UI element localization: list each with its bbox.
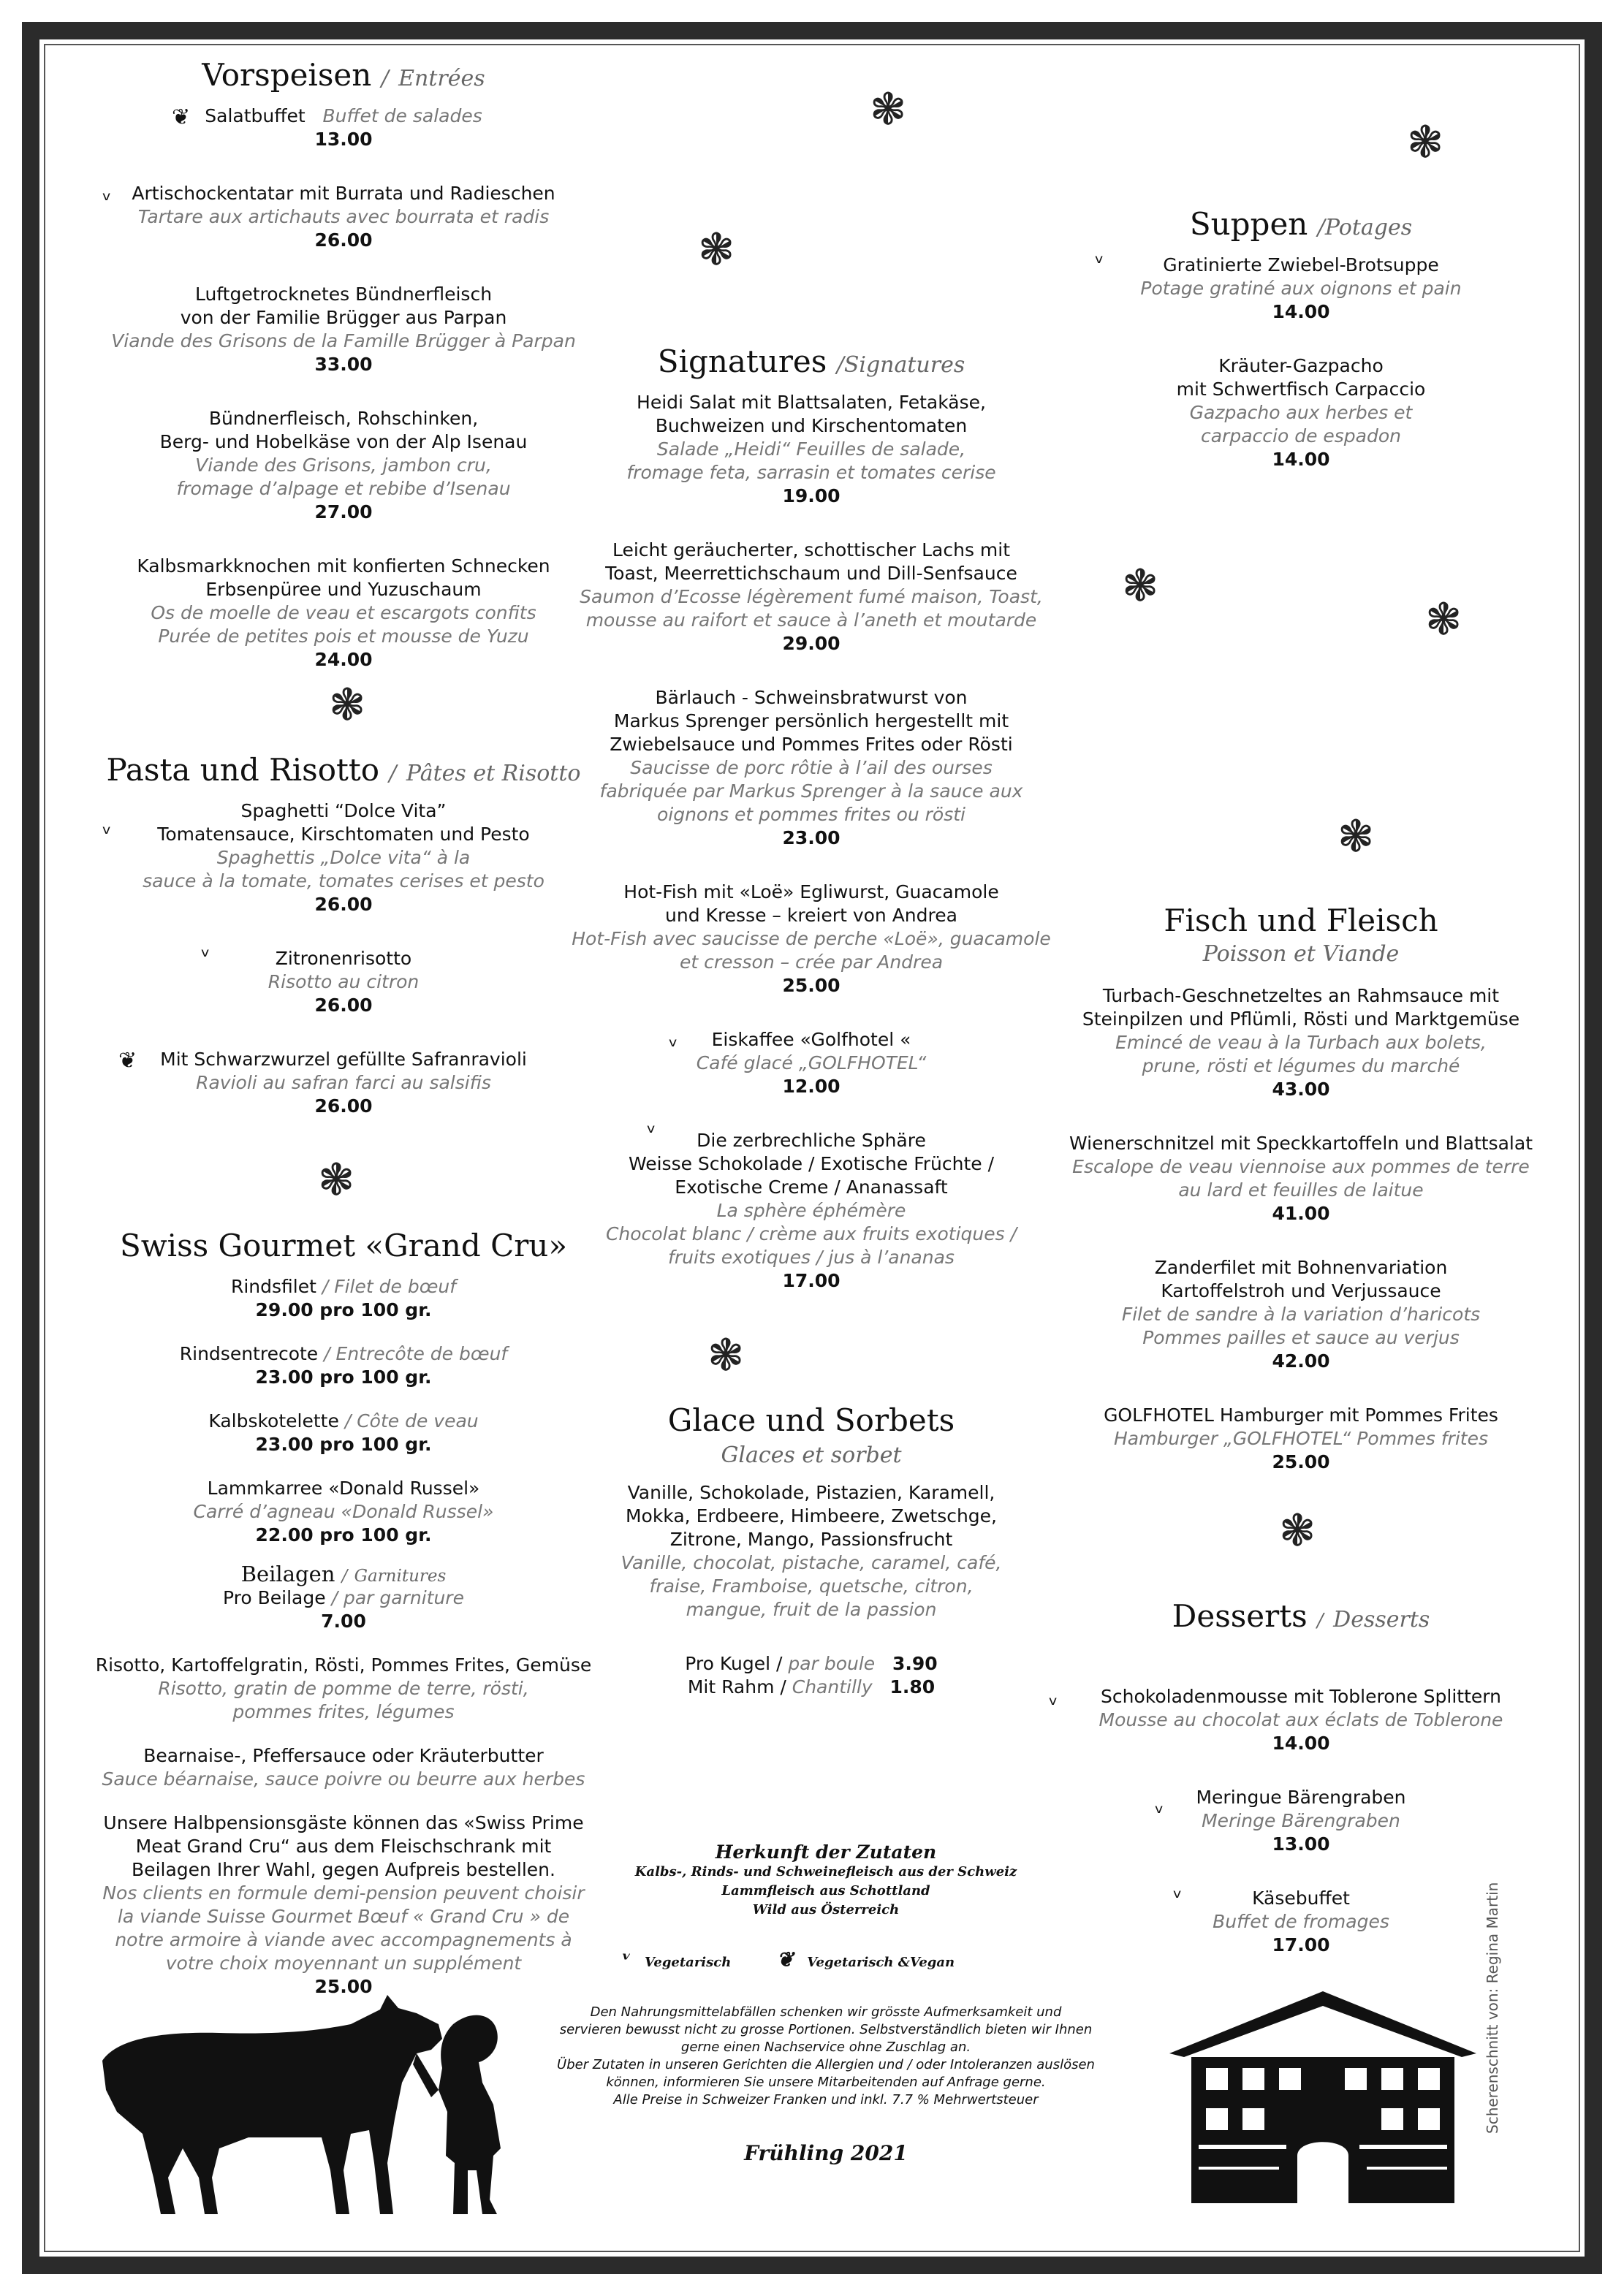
menu-item: Kalbskotelette / Côte de veau 23.00 pro 100 gr. xyxy=(208,1410,479,1455)
halbpension-note: Unsere Halbpensionsgäste können das «Swiss Prime Meat Grand Cru“ aus dem Fleischschrank mit Beilagen Ihrer Wahl, gegen Aufpreis bestellen. Nos clients en formule demi-pension peuvent choisir la viande Suisse Gourmet Bœuf « Grand Cru » de notre armoire à viande avec accompagnements à votre choix moyennant un supplément 25.00 xyxy=(102,1812,585,1997)
section-title-vorspeisen: Vorspeisen / Entrées xyxy=(202,57,485,93)
menu-item: ᵛ Spaghetti “Dolce Vita” Tomatensauce, Kirschtomaten und Pesto Spaghettis „Dolce vita“ à la sauce à la tomate, tomates cerises et pesto 26.00 xyxy=(102,800,545,915)
menu-item: Heidi Salat mit Blattsalaten, Fetakäse, Buchweizen und Kirschentomaten Salade „Heidi“ Feuilles de salade, fromage feta, sarrasin et tomates cerise 19.00 xyxy=(626,392,996,506)
menu-item: ❦ Mit Schwarzwurzel gefüllte Safranravioli Ravioli au safran farci au salsifis 26.00 xyxy=(118,1048,527,1117)
menu-item: Lammkarree «Donald Russel» Carré d’agneau «Donald Russel» 22.00 pro 100 gr. xyxy=(193,1478,494,1546)
edelweiss-icon: ❃ xyxy=(318,1155,355,1206)
menu-item: ᵛ Meringue Bärengraben Meringe Bärengraben 13.00 xyxy=(1155,1787,1406,1855)
beilagen-list: Risotto, Kartoffelgratin, Rösti, Pommes Frites, Gemüse Risotto, gratin de pomme de terre, rösti, pommes frites, légumes xyxy=(95,1654,592,1722)
edelweiss-icon: ❃ xyxy=(1122,560,1159,612)
menu-item: ❦ Salatbuffet Buffet de salades 13.00 xyxy=(172,104,482,150)
vegetarian-sprout-icon: ᵛ xyxy=(1155,1801,1164,1826)
edelweiss-icon: ❃ xyxy=(870,84,907,135)
menu-item: ᵛ Die zerbrechliche Sphäre Weisse Schokolade / Exotische Früchte / Exotische Creme / Ananassaft La sphère éphémère Chocolat blanc / crème aux fruits exotiques / fruits exotiques / jus à l’ananas 17.00 xyxy=(605,1120,1017,1291)
vegetarian-sprout-icon: ᵛ xyxy=(621,1947,631,1972)
vegetarian-sprout-icon: ᵛ xyxy=(102,821,112,847)
menu-item: Luftgetrocknetes Bündnerfleisch von der Familie Brügger aus Parpan Viande des Grisons de la Famille Brügger à Parpan 33.00 xyxy=(111,284,576,375)
vegetarian-sprout-icon: ᵛ xyxy=(647,1120,656,1146)
menu-item: ᵛ Zitronenrisotto Risotto au citron 26.00 xyxy=(201,944,420,1016)
section-title-glace: Glace und Sorbets xyxy=(667,1402,955,1438)
vegetarian-sprout-icon: ᵛ xyxy=(201,944,210,970)
section-title-signatures: Signatures /Signatures xyxy=(657,343,965,379)
right-column xyxy=(1045,206,1557,1988)
section-title-suppen: Suppen /Potages xyxy=(1189,206,1413,242)
artist-credit: Scherenschnitt von: Regina Martin xyxy=(1484,1882,1501,2134)
menu-item: Leicht geräucherter, schottischer Lachs mit Toast, Meerrettichschaum und Dill-Senfsauce Saumon d’Ecosse légèrement fumé maison, Toast, mousse au raifort et sauce à l’aneth et moutarde 29.00 xyxy=(580,539,1043,654)
cow-and-boy-silhouette xyxy=(73,1980,526,2221)
ingredient-origin: Herkunft der Zutaten Kalbs-, Rinds- und Schweinefleisch aus der Schweiz Lammfleisch aus Schottland Wild aus Österreich xyxy=(634,1841,1017,1917)
menu-item: Bündnerfleisch, Rohschinken, Berg- und Hobelkäse von der Alp Isenau Viande des Grisons, jambon cru, fromage d’alpage et rebibe d’Isenau 27.00 xyxy=(159,408,528,522)
chalet-silhouette xyxy=(1162,1988,1484,2214)
vegetarian-sprout-icon: ᵛ xyxy=(669,1034,678,1060)
edelweiss-icon: ❃ xyxy=(1425,594,1462,645)
menu-item: Kalbsmarkknochen mit konfierten Schnecken Erbsenpüree und Yuzuschaum Os de moelle de veau et escargots confits Purée de petites pois et mousse de Yuzu 24.00 xyxy=(137,555,550,670)
menu-item: Bärlauch - Schweinsbratwurst von Markus Sprenger persönlich hergestellt mit Zwiebelsauce und Pommes Frites oder Rösti Saucisse de porc rôtie à l’ail des ourses fabriquée par Markus Sprenger à la sauce aux oignons et pommes frites ou rösti 23.00 xyxy=(599,687,1023,848)
menu-item: Rindsfilet / Filet de bœuf 29.00 pro 100 gr. xyxy=(230,1276,457,1320)
section-subtitle-glace: Glaces et sorbet xyxy=(721,1442,902,1468)
edelweiss-icon: ❃ xyxy=(707,1330,745,1381)
edelweiss-icon: ❃ xyxy=(698,224,735,275)
section-title-grand-cru: Swiss Gourmet «Grand Cru» xyxy=(119,1228,568,1263)
edelweiss-icon: ❃ xyxy=(1279,1505,1316,1556)
section-title-fisch: Fisch und Fleisch xyxy=(1164,902,1438,938)
footnote: Den Nahrungsmittelabfällen schenken wir grösste Aufmerksamkeit und servieren bewusst nicht zu grosse Portionen. Selbstverständlich bieten wir Ihnen gerne einen Nachservice ohne Zuschlag an. Über Zutaten in unseren Gerichten die Allergien und / oder Intoleranzen auslösen können, informieren Sie unsere Mitarbeitenden auf Anfrage gerne. Alle Preise in Schweizer Franken und inkl. 7.7 % Mehrwertsteuer xyxy=(557,2004,1095,2107)
menu-item: Rindsentrecote / Entrecôte de bœuf 23.00 pro 100 gr. xyxy=(179,1343,508,1388)
vegan-leaf-icon: ❦ xyxy=(172,104,191,130)
vegetarian-sprout-icon: ᵛ xyxy=(1173,1885,1183,1911)
vegetarian-sprout-icon: ᵛ xyxy=(102,188,112,213)
left-column xyxy=(80,57,607,2029)
vegan-leaf-icon: ❦ xyxy=(776,1947,794,1972)
section-title-desserts: Desserts / Desserts xyxy=(1172,1598,1430,1634)
season-label: Frühling 2021 xyxy=(744,2141,908,2165)
diet-legend: ᵛ Vegetarisch ❦ Vegetarisch &Vegan xyxy=(621,1947,955,1972)
menu-item: ᵛ Artischockentatar mit Burrata und Radieschen Tartare aux artichauts avec bourrata et radis 26.00 xyxy=(102,183,555,251)
menu-item: Turbach-Geschnetzeltes an Rahmsauce mit Steinpilzen und Pflümli, Rösti und Marktgemüse Emincé de veau à la Turbach aux bolets, prune, rösti et légumes du marché 43.00 xyxy=(1082,985,1520,1100)
edelweiss-icon: ❃ xyxy=(1337,811,1375,862)
section-subtitle-fisch: Poisson et Viande xyxy=(1202,941,1400,967)
sauce-list: Bearnaise-, Pfeffersauce oder Kräuterbutter Sauce béarnaise, sauce poivre ou beurre aux herbes xyxy=(102,1745,585,1790)
menu-item: Wienerschnitzel mit Speckkartoffeln und Blattsalat Escalope de veau viennoise aux pommes de terre au lard et feuilles de laitue 41.00 xyxy=(1069,1133,1533,1224)
vegetarian-sprout-icon: ᵛ xyxy=(1049,1692,1058,1718)
glace-flavours: Vanille, Schokolade, Pistazien, Karamell, Mokka, Erdbeere, Himbeere, Zwetschge, Zitrone, Mango, Passionsfrucht Vanille, chocolat, pistache, caramel, café, fraise, Framboise, quetsche, citron, mangue, fruit de la passion xyxy=(621,1482,1002,1620)
menu-item: Zanderfilet mit Bohnenvariation Kartoffelstroh und Verjussauce Filet de sandre à la variation d’haricots Pommes pailles et sauce au verjus 42.00 xyxy=(1121,1257,1481,1372)
menu-item: ᵛ Schokoladenmousse mit Toblerone Splittern Mousse au chocolat aux éclats de Toblerone 14.00 xyxy=(1049,1686,1503,1754)
section-title-pasta: Pasta und Risotto / Pâtes et Risotto xyxy=(106,752,581,788)
middle-column xyxy=(548,343,1074,1730)
menu-item: ᵛ Käsebuffet Buffet de fromages 17.00 xyxy=(1173,1885,1389,1955)
edelweiss-icon: ❃ xyxy=(1407,117,1444,168)
menu-item: GOLFHOTEL Hamburger mit Pommes Frites Hamburger „GOLFHOTEL“ Pommes frites 25.00 xyxy=(1104,1404,1498,1472)
vegetarian-sprout-icon: ᵛ xyxy=(1095,251,1104,276)
menu-item: ᵛ Eiskaffee «Golfhotel « Café glacé „GOLFHOTEL“ 12.00 xyxy=(669,1029,927,1097)
menu-item: Hot-Fish mit «Loë» Egliwurst, Guacamole und Kresse – kreiert von Andrea Hot-Fish avec saucisse de perche «Loë», guacamole et cresson – crée par Andrea 25.00 xyxy=(572,881,1051,996)
vegan-leaf-icon: ❦ xyxy=(118,1048,137,1073)
menu-item: ᵛ Gratinierte Zwiebel-Brotsuppe Potage gratiné aux oignons et pain 14.00 xyxy=(1095,251,1462,322)
edelweiss-icon: ❃ xyxy=(329,680,366,731)
menu-item: Kräuter-Gazpacho mit Schwertfisch Carpaccio Gazpacho aux herbes et carpaccio de espadon 14.00 xyxy=(1176,355,1426,470)
glace-prices: Pro Kugel / par boule 3.90 Mit Rahm / Chantilly 1.80 xyxy=(685,1653,938,1698)
beilagen-block: Beilagen / Garnitures Pro Beilage / par garniture 7.00 xyxy=(223,1562,464,1632)
